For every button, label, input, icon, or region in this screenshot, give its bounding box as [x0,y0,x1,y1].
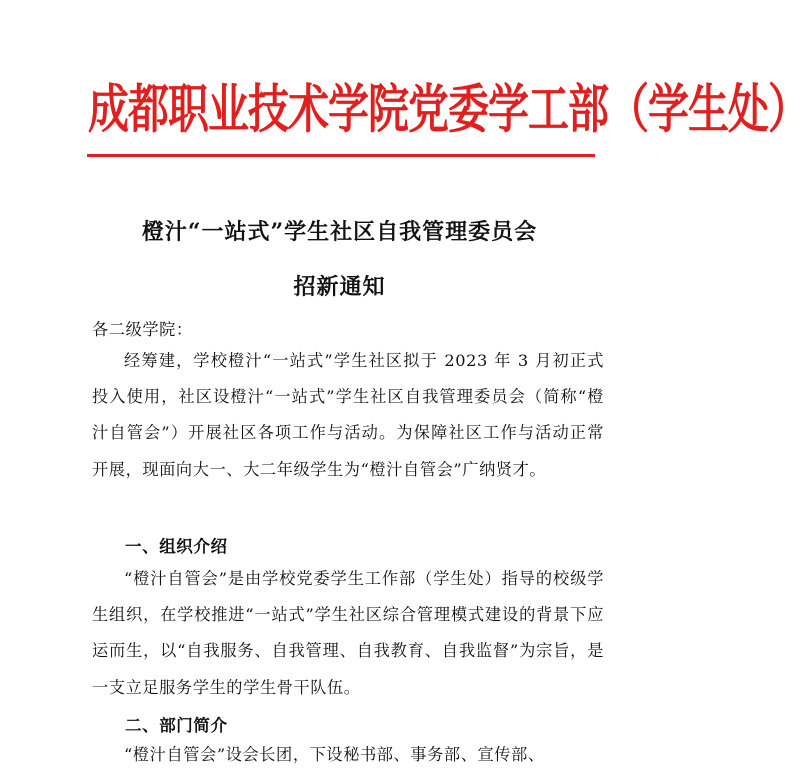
section-heading-organization: 一、组织介绍 [125,537,228,556]
notice-title: 橙汁“一站式”学生社区自我管理委员会 [141,219,538,245]
organization-header: 成都职业技术学院党委学工部（学生处） [88,78,808,140]
header-divider [87,154,595,157]
salutation: 各二级学院： [92,320,193,339]
organization-paragraph: “橙汁自管会”是由学校党委学生工作部（学生处）指导的校级学生组织，在学校推进“一站式”学生社区综合管理模式建设的背景下应运而生，以“自我服务、自我管理、自我教育、自我监督”为宗旨，是一支立足服务学生的学生骨干队伍。 [92,569,604,697]
section-heading-departments: 二、部门简介 [125,716,228,735]
intro-paragraph: 经筹建，学校橙汁“一站式”学生社区拟于 2023 年 3 月初正式投入使用，社区设橙汁“一站式”学生社区自我管理委员会（简称“橙汁自管会”）开展社区各项工作与活动。为保障社区工作与活动正常开展，现面向大一、大二年级学生为“橙汁自管会”广纳贤才。 [92,351,604,479]
notice-subtitle: 招新通知 [293,274,386,300]
departments-paragraph: “橙汁自管会”设会长团，下设秘书部、事务部、宣传部、 [124,745,545,764]
